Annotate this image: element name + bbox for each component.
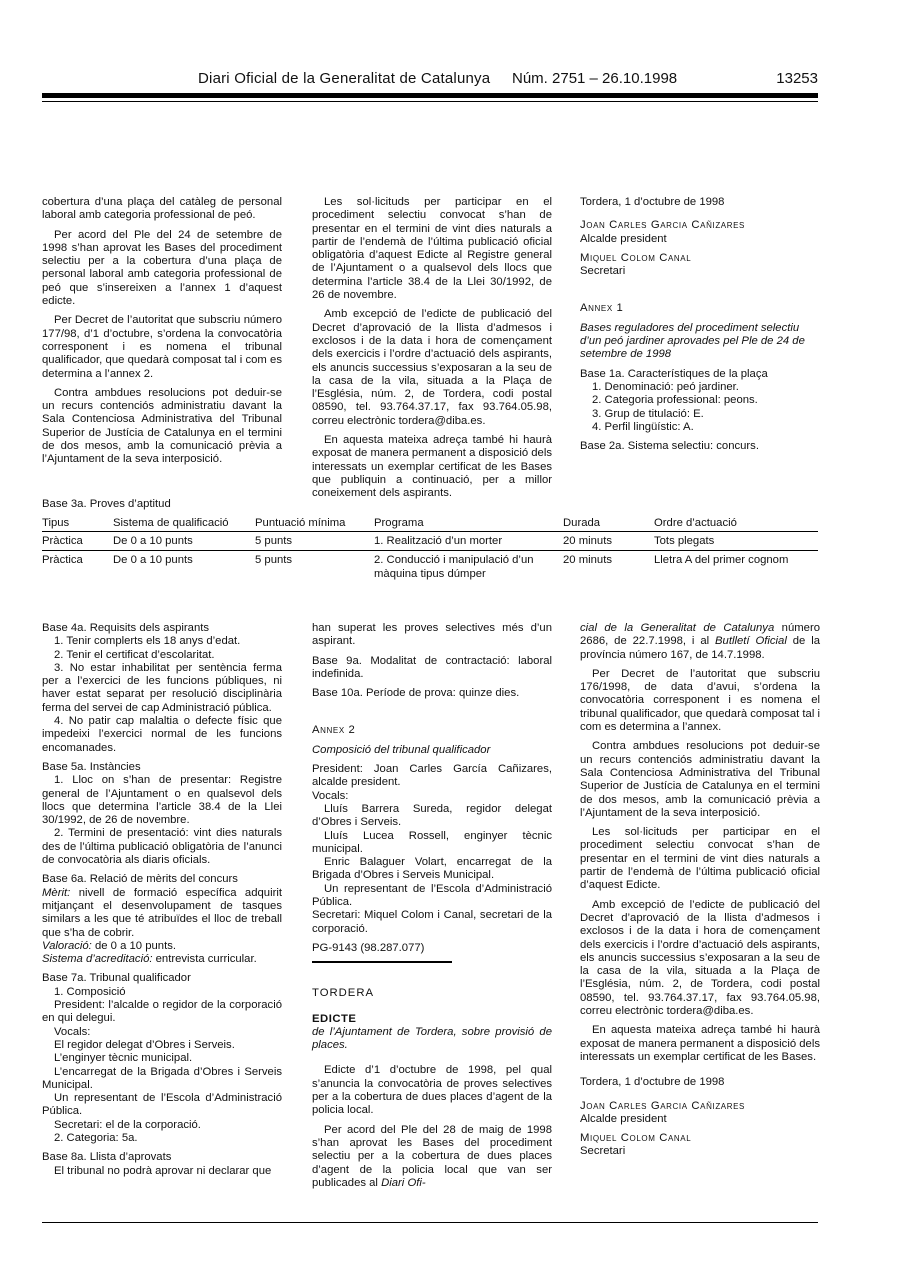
- list-item: Un representant de l’Escola d’Administració Pública.: [312, 882, 552, 909]
- label: Mèrit:: [42, 886, 71, 899]
- table-cell: 20 minuts: [563, 532, 654, 551]
- reference-code: PG-9143 (98.287.077): [312, 941, 425, 954]
- paragraph: [312, 1124, 552, 1190]
- paragraph: Les sol·licituds per participar en el procediment selectiu convocat s’han de presentar en el termini de vint dies naturals a partir de l’endemà de l’última publicació oficial d’aquest Edicte.: [580, 826, 820, 892]
- base-heading: Base 8a. Llista d’aprovats: [42, 1151, 172, 1164]
- list-item: 4. Perfil lingüístic: A.: [592, 420, 694, 433]
- paragraph: Per Decret de l’autoritat que subscriu 176/1998, de data d’avui, s’ordena la convocatòria corresponent i es nomena el tribunal qualificador, que quedarà composat tal i com es determina a l’annex.: [580, 667, 820, 734]
- list-item: 2. Categoria: 5a.: [54, 1131, 138, 1144]
- paragraph: Edicte d’1 d’octubre de 1998, pel qual s’anuncia la convocatòria de proves selectives per a la cobertura de dues places d’agent de la policia local.: [312, 1064, 552, 1117]
- base-heading: Base 4a. Requisits dels aspirants: [42, 622, 210, 634]
- text: número 2686, de 22.7.1998, i al: [580, 622, 820, 648]
- list-item: 1. Tenir complerts els 18 anys d’edat.: [54, 635, 241, 648]
- section-divider: [312, 961, 452, 963]
- paragraph: cobertura d’una plaça del catàleg de personal laboral amb categoria professional de peó.: [42, 196, 282, 222]
- bottom-column-1: [42, 622, 282, 1184]
- table-header-row: [42, 515, 818, 532]
- base-heading: Base 9a. Modalitat de contractació: laboral indefinida.: [312, 654, 552, 680]
- list-item: Lluís Barrera Sureda, regidor delegat d’Obres i Serveis.: [312, 802, 552, 829]
- value: nivell de formació específica adquirit mitjançant el desenvolupament de tasques similars a les que té atribuïdes el lloc de treball que s’ha de cobrir.: [42, 886, 282, 939]
- table-cell: 5 punts: [255, 554, 293, 566]
- page-header: [42, 70, 818, 92]
- paragraph: Per Decret de l’autoritat que subscriu número 177/98, d’1 d’octubre, s’ordena la convocatòria corresponent i es nomena el tribunal qualificador, que quedarà composat tal i com es determina a l’annex 2.: [42, 314, 282, 380]
- page-number: 13253: [776, 70, 818, 87]
- text: Per acord del Ple del 28 de maig de 1998 s’han aprovat les Bases del procediment selectiu per a la cobertura de dues places d’agent de la policia local que van ser publicades al: [312, 1123, 552, 1189]
- list-item: 4. No patir cap malaltia o defecte físic que impedeixi l’exercici normal de les funcions encomanades.: [42, 715, 282, 754]
- top-column-2: [312, 196, 552, 507]
- table-cell: Tots plegats: [654, 532, 818, 551]
- list-item: Enric Balaguer Volart, encarregat de la Brigada d’Obres i Serveis Municipal.: [312, 856, 552, 882]
- list-item: 3. Grup de titulació: E.: [592, 407, 704, 420]
- value: entrevista curricular.: [152, 953, 257, 966]
- paragraph: Contra ambdues resolucions pot deduir-se un recurs contenciós administratiu davant la Sala Contenciosa Administrativa del Tribunal Superior de Justícia de Catalunya en el termini de dos mesos, amb la comunicació prèvia a l’Ajuntament de la seva interposició.: [42, 386, 282, 466]
- text: de la província número 167, de 14.7.1998.: [580, 635, 820, 661]
- table-cell: Pràctica: [42, 554, 83, 566]
- edict-subtitle: de l’Ajuntament de Tordera, sobre provisió de places.: [312, 1025, 552, 1052]
- base-heading: Base 1a. Característiques de la plaça: [580, 367, 768, 380]
- base-heading: Base 5a. Instàncies: [42, 760, 141, 773]
- signer-name: Miquel Colom Canal: [580, 1132, 692, 1145]
- list-item: L’encarregat de la Brigada d’Obres i Serveis Municipal.: [42, 1065, 282, 1091]
- annex-subtitle: Bases reguladores del procediment selectiu d’un peó jardiner aprovades pel Ple de 24 de setembre de 1998: [580, 321, 805, 361]
- table-row: [42, 551, 818, 584]
- town-heading: TORDERA: [312, 987, 375, 1000]
- list-item: El regidor delegat d’Obres i Serveis.: [54, 1038, 235, 1051]
- signer-role: Secretari: [580, 1145, 626, 1158]
- annex-title: Annex 1: [580, 302, 624, 315]
- base-heading: Base 10a. Període de prova: quinze dies.: [312, 687, 520, 700]
- signer-name: Miquel Colom Canal: [580, 251, 692, 264]
- table-cell: De 0 a 10 punts: [113, 554, 193, 566]
- tribunal-president: President: Joan Carles García Cañizares, alcalde president.: [312, 763, 552, 789]
- base-heading: Base 7a. Tribunal qualificador: [42, 972, 191, 985]
- table-cell: 5 punts: [255, 532, 374, 551]
- journal-name: cial de la Generalitat de Catalunya: [580, 622, 775, 634]
- issue-number: Núm. 2751 – 26.10.1998: [512, 70, 678, 87]
- base-heading: Base 2a. Sistema selectiu: concurs.: [580, 440, 759, 453]
- table-cell: 1. Realització d’un morter: [374, 532, 563, 551]
- paragraph: [580, 622, 820, 662]
- edict-title: EDICTE: [312, 1012, 357, 1025]
- table-cell: 2. Conducció i manipulació d’un màquina tipus dúmper: [374, 554, 534, 580]
- paragraph: Amb excepció de l’edicte de publicació del Decret d’aprovació de la llista d’admesos i exclosos i de la data i hora de començament dels exercicis i l’ordre d’actuació dels aspirants, els anuncis successius s’exposaran a la seu de la casa de la vila, situada a la Plaça de l’Església, núm. 2, de Tordera, codi postal 08590, tel. 93.764.37.17, fax 93.764.05.98, correu electrònic tordera@diba.es.: [312, 308, 552, 427]
- footer-rule: [42, 1222, 818, 1223]
- bottom-column-3: [580, 622, 820, 1165]
- paragraph: Per acord del Ple del 24 de setembre de 1998 s’han aprovat les Bases del procediment selectiu per a la cobertura d’una plaça de personal laboral amb categoria professional de peó que s’insereixen a l’annex 1 d’aquest edicte.: [42, 228, 282, 308]
- list-item: 1. Lloc on s’han de presentar: Registre general de l’Ajuntament o en qualsevol dels llocs que determina l’article 38.4 de la Llei 30/1992, de 26 de novembre.: [42, 774, 282, 827]
- list-item: Lluís Lucea Rossell, enginyer tècnic municipal.: [312, 829, 552, 855]
- base-heading: Base 6a. Relació de mèrits del concurs: [42, 873, 238, 886]
- column-header: Puntuació mínima: [255, 515, 374, 532]
- table-cell: 20 minuts: [563, 554, 612, 566]
- signer-role: Secretari: [580, 265, 626, 278]
- column-header: Programa: [374, 515, 563, 532]
- table-cell: De 0 a 10 punts: [113, 532, 255, 551]
- journal-title: Diari Oficial de la Generalitat de Catalunya: [198, 70, 491, 87]
- list-item: 2. Tenir el certificat d’escolaritat.: [54, 648, 215, 661]
- label: Sistema d’acreditació:: [42, 953, 153, 966]
- list-item: L’enginyer tècnic municipal.: [54, 1052, 193, 1065]
- aptitude-tests-table: [42, 515, 818, 583]
- annex-title: Annex 2: [312, 724, 356, 737]
- value: de 0 a 10 punts.: [91, 939, 176, 952]
- list-item: 1. Denominació: peó jardiner.: [592, 380, 739, 393]
- tribunal-secretary: Secretari: Miquel Colom i Canal, secretari de la corporació.: [312, 909, 552, 935]
- column-header: Tipus: [42, 515, 113, 532]
- column-header: Durada: [563, 515, 654, 532]
- list-item: President: l’alcalde o regidor de la corporació en qui delegui.: [42, 999, 282, 1025]
- label: Vocals:: [312, 789, 349, 802]
- top-column-1: [42, 196, 282, 473]
- list-item: 2. Categoria professional: peons.: [592, 394, 758, 407]
- signature-date: Tordera, 1 d’octubre de 1998: [580, 196, 725, 208]
- signature-date: Tordera, 1 d’octubre de 1998: [580, 1076, 725, 1089]
- list-item: 2. Termini de presentació: vint dies naturals des de l’última publicació obligatòria de l’anunci de convocatòria als diaris oficials.: [42, 827, 282, 867]
- label: Valoració:: [42, 939, 92, 952]
- paragraph: En aquesta mateixa adreça també hi haurà exposat de manera permanent a disposició dels interessats un exemplar certificat de les Bases que publiquin a continuació, per a millor coneixement dels aspirants.: [312, 434, 552, 500]
- paragraph: En aquesta mateixa adreça també hi haurà exposat de manera permanent a disposició dels interessats un exemplar certificat de les Bases.: [580, 1024, 820, 1063]
- signer-name: Joan Carles Garcia Cañizares: [580, 219, 745, 232]
- paragraph: Les sol·licituds per participar en el procediment selectiu convocat s’han de presentar en el termini de vint dies naturals a partir de l’endemà de l’última publicació oficial obligatòria d’aquest Edicte al Registre general de l’Ajuntament o a qualsevol dels llocs que determina l’article 38.4 de la Llei 30/1992, de 26 de novembre.: [312, 196, 552, 302]
- list-item: Vocals:: [54, 1025, 91, 1038]
- signer-role: Alcalde president: [580, 232, 667, 245]
- list-item: 3. No estar inhabilitat per sentència ferma per a l’exercici de les funcions públiques, ni haver estat separat per resolució disciplinària ferma del servei de cap Administració pública.: [42, 661, 282, 714]
- header-rule-thick: [42, 93, 818, 98]
- annex-subtitle: Composició del tribunal qualificador: [312, 743, 491, 756]
- header-rule-thin: [42, 101, 818, 102]
- list-item: 1. Composició: [54, 985, 126, 998]
- list-item: Un representant de l’Escola d’Administració Pública.: [42, 1092, 282, 1118]
- top-column-3: [580, 196, 820, 459]
- signer-name: Joan Carles Garcia Cañizares: [580, 1099, 745, 1112]
- table-row: [42, 532, 818, 551]
- column-header: Sistema de qualificació: [113, 515, 255, 532]
- list-item: Secretari: el de la corporació.: [54, 1118, 201, 1131]
- paragraph: han superat les proves selectives més d’un aspirant.: [312, 622, 552, 648]
- paragraph: Contra ambdues resolucions pot deduir-se un recurs contenciós administratiu davant la Sala Contenciosa Administrativa del Tribunal Superior de Justícia de Catalunya en el termini de dos mesos, amb la comunicació prèvia a l’Ajuntament de la seva interposició.: [580, 740, 820, 819]
- column-header: Ordre d’actuació: [654, 515, 818, 532]
- table-cell: Lletra A del primer cognom: [654, 554, 789, 566]
- signer-role: Alcalde president: [580, 1112, 667, 1125]
- paragraph: El tribunal no podrà aprovar ni declarar que: [54, 1164, 272, 1177]
- journal-name: Butlletí Oficial: [715, 635, 787, 648]
- table-title: Base 3a. Proves d’aptitud: [42, 498, 171, 510]
- table-cell: Pràctica: [42, 532, 113, 551]
- journal-name: Diari Ofi-: [381, 1176, 426, 1189]
- bottom-column-2: [312, 622, 552, 1196]
- paragraph: Amb excepció de l’edicte de publicació del Decret d’aprovació de la llista d’admesos i exclosos i de la data i hora de començament dels exercicis i l’ordre d’actuació dels aspirants, els anuncis successius s’exposaran a la seu de la casa de la vila, situada a la Plaça de l’Església, núm. 2, de Tordera, codi postal 08590, tel. 93.764.37.17, fax 93.764.05.98, correu electrònic tordera@diba.es.: [580, 898, 820, 1018]
